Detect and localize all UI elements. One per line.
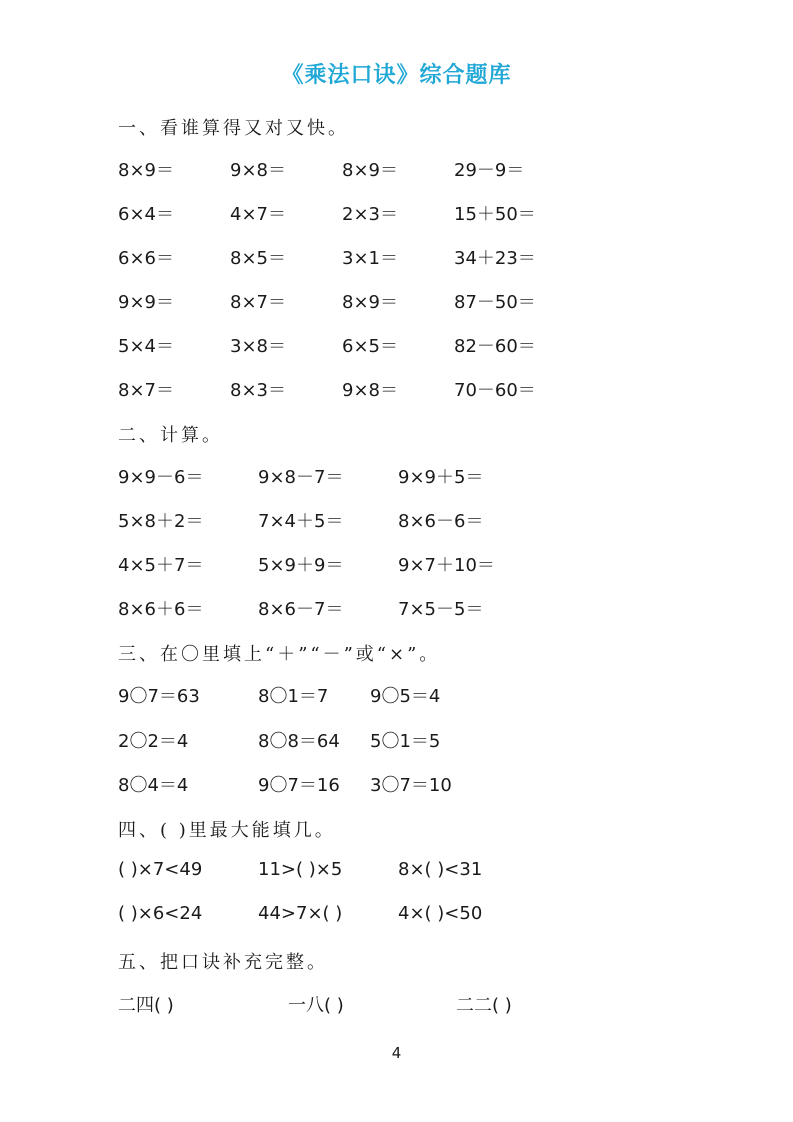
problem-item: 82－60＝: [454, 336, 536, 357]
problem-item: 9〇7＝16: [258, 775, 340, 796]
problem-item: 9〇5＝4: [370, 686, 441, 707]
problem-item: 9×8＝: [342, 380, 398, 401]
problem-item: 8×6－7＝: [258, 599, 344, 620]
problem-row: [0, 376, 793, 406]
problem-row: [0, 727, 793, 757]
problem-item: 2×3＝: [342, 204, 398, 225]
problem-row: [0, 595, 793, 625]
problem-item: 4×7＝: [230, 204, 286, 225]
problem-item: 8×9＝: [118, 160, 174, 181]
problem-item: 5×4＝: [118, 336, 174, 357]
problem-item: 8×6－6＝: [398, 511, 484, 532]
problem-item: ( )×7<49: [118, 859, 203, 880]
problem-item: 8×3＝: [230, 380, 286, 401]
problem-item: 6×5＝: [342, 336, 398, 357]
problem-item: 9×8－7＝: [258, 467, 344, 488]
problem-item: 4×( )<50: [398, 903, 483, 924]
problem-item: 7×4＋5＝: [258, 511, 344, 532]
section-1-heading: 一、看谁算得又对又快。: [118, 118, 349, 139]
section-4-heading: 四、( )里最大能填几。: [118, 820, 336, 841]
problem-row: [0, 903, 793, 933]
section-5-heading: 五、把口诀补充完整。: [118, 952, 328, 973]
problem-item: 29－9＝: [454, 160, 525, 181]
problem-item: 15＋50＝: [454, 204, 536, 225]
problem-item: ( )×6<24: [118, 903, 203, 924]
problem-row: [0, 771, 793, 801]
problem-row: [0, 463, 793, 493]
problem-item: 9×9－6＝: [118, 467, 204, 488]
problem-item: 9×7＋10＝: [398, 555, 495, 576]
problem-item: 9×9＝: [118, 292, 174, 313]
page-title: 《乘法口诀》综合题库: [281, 63, 512, 88]
problem-row: [0, 244, 793, 274]
problem-item: 3×8＝: [230, 336, 286, 357]
problem-item: 2〇2＝4: [118, 731, 189, 752]
problem-item: 3×1＝: [342, 248, 398, 269]
problem-row: [0, 200, 793, 230]
problem-item: 二四( ): [118, 995, 174, 1016]
problem-item: 5〇1＝5: [370, 731, 441, 752]
problem-item: 9×8＝: [230, 160, 286, 181]
problem-item: 8〇8＝64: [258, 731, 340, 752]
problem-item: 8×9＝: [342, 292, 398, 313]
problem-row: [0, 288, 793, 318]
problem-item: 8×( )<31: [398, 859, 483, 880]
problem-item: 二二( ): [456, 995, 512, 1016]
problem-item: 34＋23＝: [454, 248, 536, 269]
problem-item: 8〇4＝4: [118, 775, 189, 796]
problem-item: 9〇7＝63: [118, 686, 200, 707]
problem-item: 8×9＝: [342, 160, 398, 181]
problem-item: 8×7＝: [118, 380, 174, 401]
problem-item: 一八( ): [288, 995, 344, 1016]
problem-row: [0, 332, 793, 362]
section-2-heading: 二、计算。: [118, 425, 223, 446]
section-3-heading: 三、在〇里填上“＋”“－”或“×”。: [118, 644, 441, 665]
problem-row: [0, 156, 793, 186]
problem-item: 5×8＋2＝: [118, 511, 204, 532]
problem-row: [0, 682, 793, 712]
problem-row: [0, 991, 793, 1021]
problem-row: [0, 551, 793, 581]
problem-item: 87－50＝: [454, 292, 536, 313]
problem-item: 5×9＋9＝: [258, 555, 344, 576]
problem-row: [0, 859, 793, 889]
problem-item: 6×6＝: [118, 248, 174, 269]
page-number: 4: [391, 1044, 402, 1062]
problem-item: 8×7＝: [230, 292, 286, 313]
problem-item: 11>( )×5: [258, 859, 343, 880]
problem-item: 44>7×( ): [258, 903, 343, 924]
problem-item: 7×5－5＝: [398, 599, 484, 620]
problem-item: 8×6＋6＝: [118, 599, 204, 620]
problem-row: [0, 507, 793, 537]
problem-item: 8×5＝: [230, 248, 286, 269]
problem-item: 9×9＋5＝: [398, 467, 484, 488]
problem-item: 8〇1＝7: [258, 686, 329, 707]
problem-item: 70－60＝: [454, 380, 536, 401]
problem-item: 3〇7＝10: [370, 775, 452, 796]
problem-item: 4×5＋7＝: [118, 555, 204, 576]
problem-item: 6×4＝: [118, 204, 174, 225]
